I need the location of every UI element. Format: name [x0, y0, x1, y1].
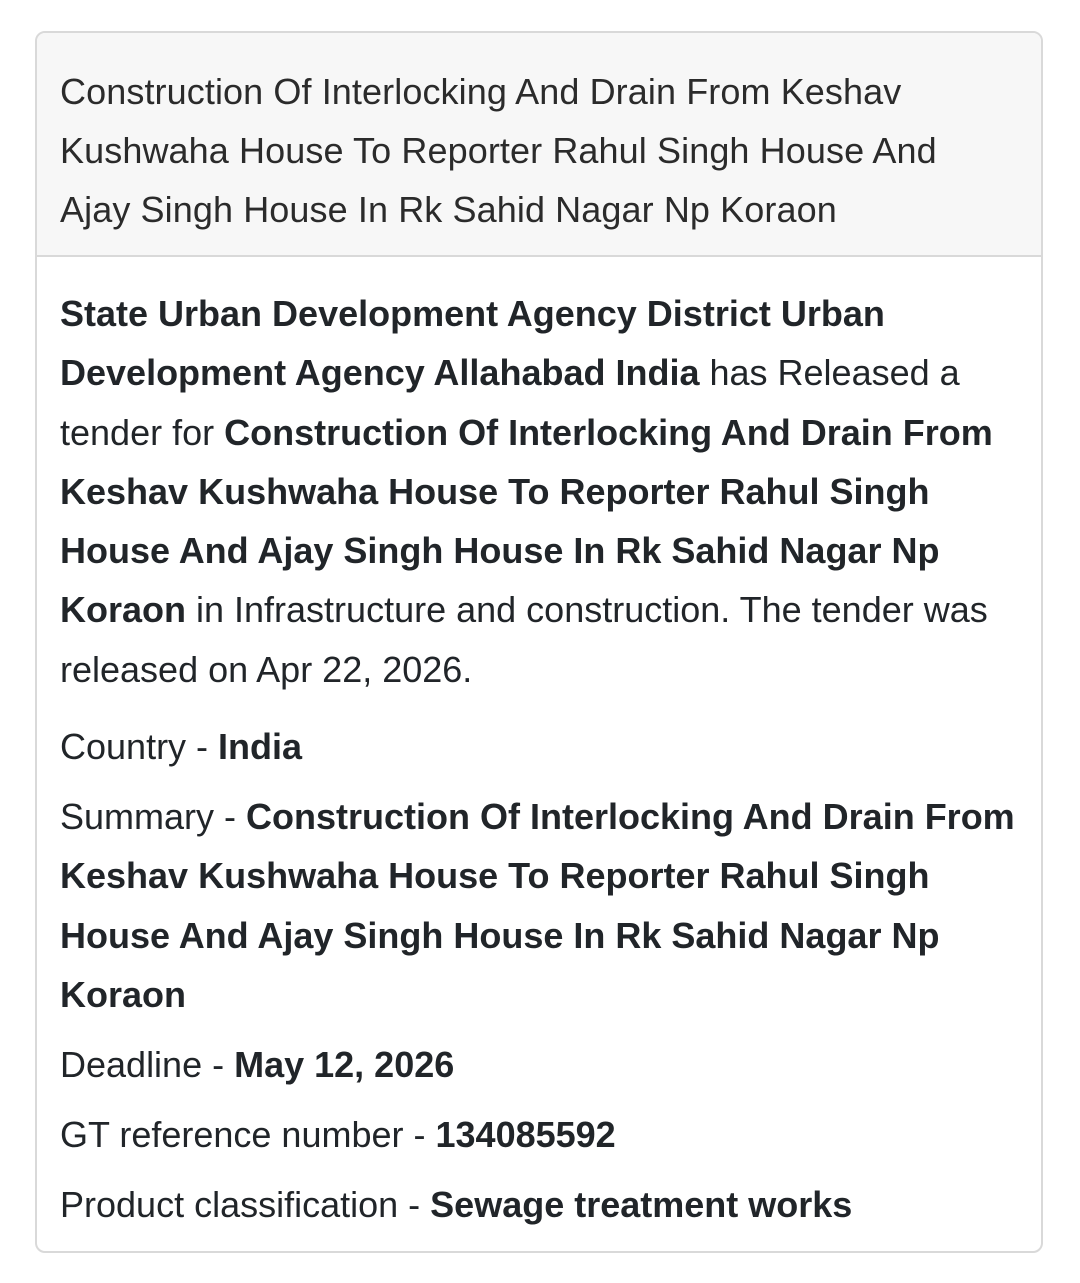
country-value: India: [218, 726, 303, 768]
deadline-label: Deadline -: [60, 1044, 235, 1086]
tender-card-header: [37, 33, 1041, 257]
summary-value: Construction Of Interlocking And Drain From Keshav Kushwaha House To Reporter Rahul Singh House And Ajay Singh House In Rk Sahid Nagar Np Koraon: [60, 796, 1015, 1015]
country-row: [60, 717, 1017, 776]
description-tender-title: Construction Of Interlocking And Drain From Keshav Kushwaha House To Reporter Rahul Singh House And Ajay Singh House In Rk Sahid Nagar Np Koraon: [60, 411, 993, 631]
description-text-sector: in Infrastructure and construction. The tender was released on Apr 22, 2026.: [60, 589, 988, 690]
deadline-value: May 12, 2026: [234, 1044, 455, 1086]
deadline-row: [60, 1035, 1017, 1094]
summary-row: [60, 787, 1017, 1024]
classification-value: Sewage treatment works: [430, 1184, 853, 1226]
classification-label: Product classification -: [60, 1184, 431, 1226]
agency-name: State Urban Development Agency District Urban Development Agency Allahabad India: [60, 293, 885, 394]
tender-description: [60, 284, 1017, 699]
summary-label: Summary -: [60, 796, 247, 838]
reference-value: 134085592: [435, 1114, 616, 1156]
classification-row: [60, 1175, 1017, 1234]
reference-label: GT reference number -: [60, 1114, 436, 1156]
tender-card: [35, 31, 1043, 1253]
reference-row: [60, 1105, 1017, 1164]
country-label: Country -: [60, 726, 219, 768]
description-text-released: has Released a tender for: [60, 352, 960, 453]
tender-card-body: [37, 257, 1041, 1234]
tender-title: Construction Of Interlocking And Drain From Keshav Kushwaha House To Reporter Rahul Singh House And Ajay Singh House In Rk Sahid Nagar Np Koraon: [60, 71, 937, 230]
